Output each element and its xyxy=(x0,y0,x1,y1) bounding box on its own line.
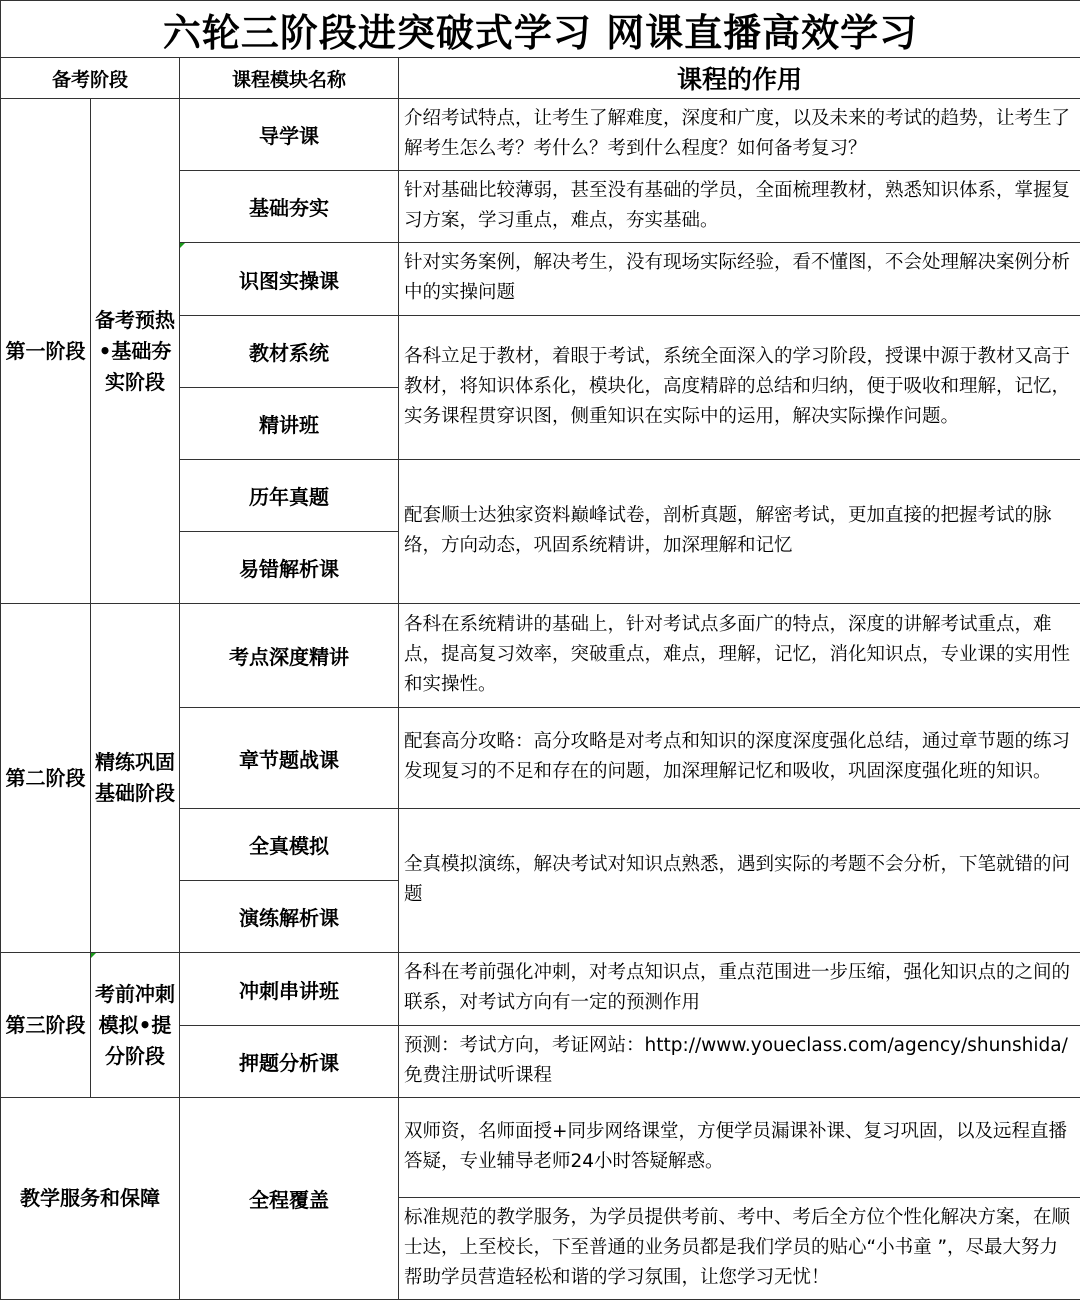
page-title: 六轮三阶段进突破式学习 网课直播高效学习 xyxy=(1,1,1080,58)
module-name: 教材系统 xyxy=(180,316,399,388)
module-name: 基础夯实 xyxy=(180,171,399,243)
module-name: 精讲班 xyxy=(180,388,399,460)
module-name: 考点深度精讲 xyxy=(180,604,399,708)
module-name: 易错解析课 xyxy=(180,532,399,604)
module-description: 介绍考试特点，让考生了解难度，深度和广度，以及未来的考试的趋势，让考生了解考生怎么考？考什么？考到什么程度？如何备考复习？ xyxy=(399,99,1080,171)
module-name: 导学课 xyxy=(180,99,399,171)
module-name: 冲刺串讲班 xyxy=(180,953,399,1026)
module-description: 全真模拟演练，解决考试对知识点熟悉，遇到实际的考题不会分析，下笔就错的问题 xyxy=(399,809,1080,953)
stage-name: 第二阶段 xyxy=(1,604,91,953)
module-description: 双师资，名师面授+同步网络课堂，方便学员漏课补课、复习巩固，以及远程直播答疑，专业辅导老师24小时答疑解惑。 xyxy=(399,1098,1080,1198)
module-description: 配套高分攻略：高分攻略是对考点和知识的深度深度强化总结，通过章节题的练习发现复习的不足和存在的问题，加深理解记忆和吸收，巩固深度强化班的知识。 xyxy=(399,708,1080,809)
stage-name: 第三阶段 xyxy=(1,953,91,1098)
module-name: 演练解析课 xyxy=(180,881,399,953)
module-name: 历年真题 xyxy=(180,460,399,532)
header-purpose: 课程的作用 xyxy=(399,58,1080,99)
module-description: 预测：考试方向，考证网站：http://www.youeclass.com/agency/shunshida/免费注册试听课程 xyxy=(399,1026,1080,1098)
module-name: 全程覆盖 xyxy=(180,1098,399,1300)
module-description: 标准规范的教学服务，为学员提供考前、考中、考后全方位个性化解决方案，在顺士达，上至校长，下至普通的业务员都是我们学员的贴心“小书童 ”，尽最大努力帮助学员营造轻松和谐的学习氛围，让您学习无忧！ xyxy=(399,1198,1080,1300)
module-description: 各科立足于教材，着眼于考试，系统全面深入的学习阶段，授课中源于教材又高于教材，将知识体系化，模块化，高度精辟的总结和归纳，便于吸收和理解，记忆，实务课程贯穿识图，侧重知识在实际中的运用，解决实际操作问题。 xyxy=(399,316,1080,460)
module-description: 配套顺士达独家资料巅峰试卷，剖析真题，解密考试，更加直接的把握考试的脉络，方向动态，巩固系统精讲，加深理解和记忆 xyxy=(399,460,1080,604)
stage-phase: 备考预热•基础夯实阶段 xyxy=(91,99,180,604)
module-name: 识图实操课 xyxy=(180,243,399,316)
header-stage: 备考阶段 xyxy=(1,58,180,99)
module-description: 各科在考前强化冲刺，对考点知识点，重点范围进一步压缩，强化知识点的之间的联系，对考试方向有一定的预测作用 xyxy=(399,953,1080,1026)
header-module: 课程模块名称 xyxy=(180,58,399,99)
module-name: 押题分析课 xyxy=(180,1026,399,1098)
module-description: 针对实务案例，解决考生，没有现场实际经验，看不懂图，不会处理解决案例分析中的实操问题 xyxy=(399,243,1080,316)
stage-phase: 考前冲刺模拟•提分阶段 xyxy=(91,953,180,1098)
stage-name: 第一阶段 xyxy=(1,99,91,604)
stage-phase: 精练巩固基础阶段 xyxy=(91,604,180,953)
module-description: 针对基础比较薄弱，甚至没有基础的学员，全面梳理教材，熟悉知识体系，掌握复习方案，学习重点，难点，夯实基础。 xyxy=(399,171,1080,243)
module-description: 各科在系统精讲的基础上，针对考试点多面广的特点，深度的讲解考试重点，难点，提高复习效率，突破重点，难点，理解，记忆，消化知识点，专业课的实用性和实操性。 xyxy=(399,604,1080,708)
module-name: 章节题战课 xyxy=(180,708,399,809)
module-name: 全真模拟 xyxy=(180,809,399,881)
service-label: 教学服务和保障 xyxy=(1,1098,180,1300)
